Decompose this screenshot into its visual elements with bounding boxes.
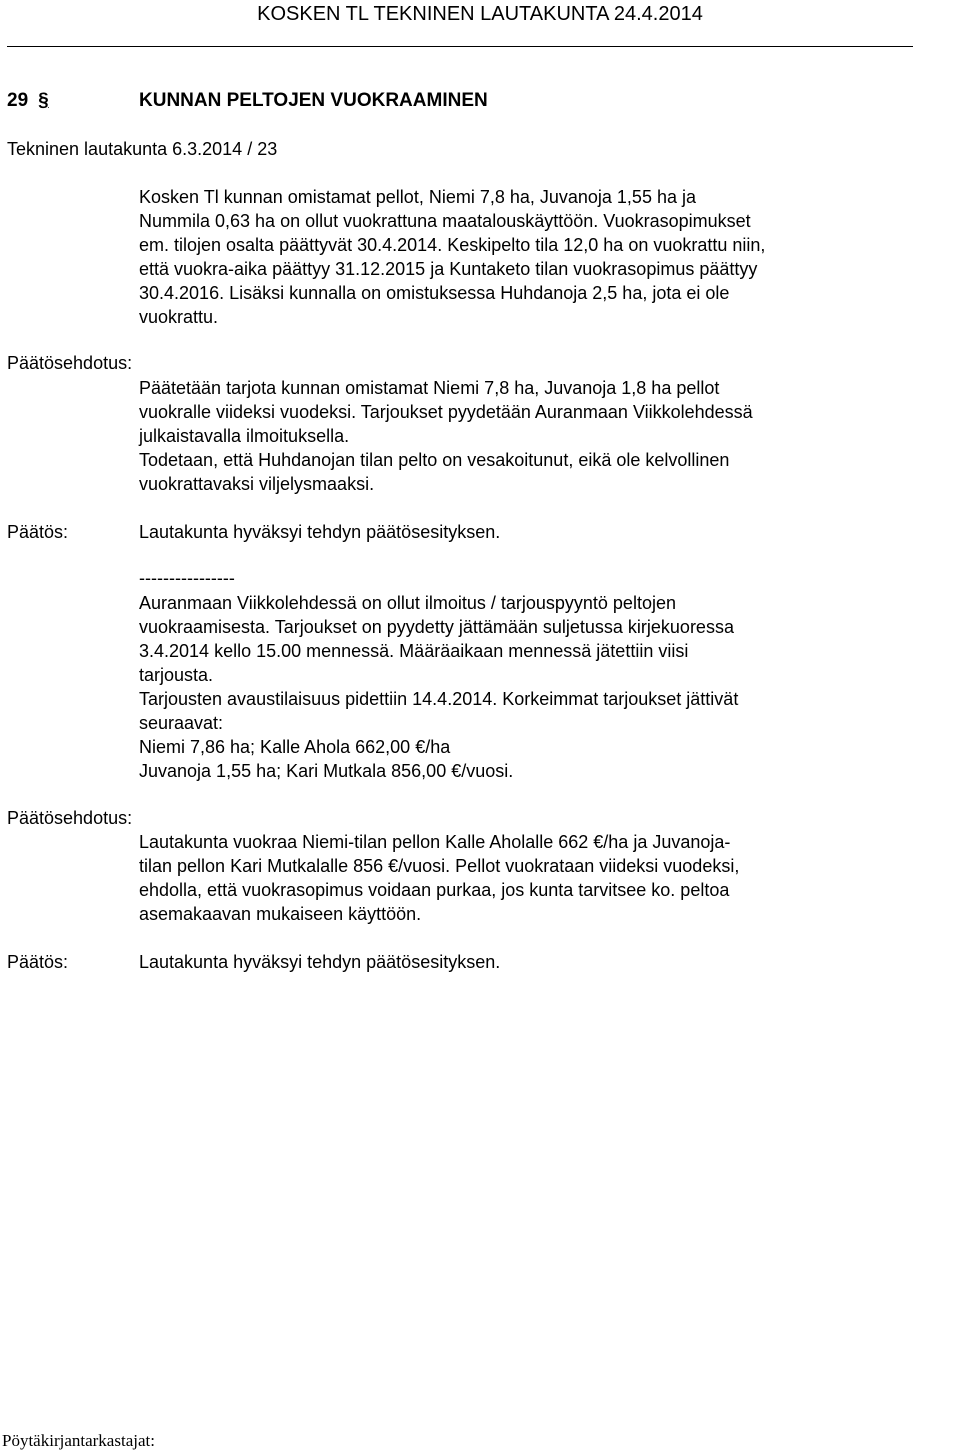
- section-number-group: [7, 89, 49, 113]
- background-paragraph: Kosken Tl kunnan omistamat pellot, Niemi 7,8 ha, Juvanoja 1,55 ha ja Nummila 0,63 ha on ollut vuokrattuna maatalouskäyttöön. Vuokrasopimukset em. tilojen osalta päättyvät 30.4.2014. Keskipelto tila 12,0 ha on vuokrattu niin, että vuokra-aika päättyy 31.12.2015 ja Kuntaketo tilan vuokrasopimus päättyy 30.4.2016. Lisäksi kunnalla on omistuksessa Huhdanoja 2,5 ha, jota ei ole vuokrattu.: [139, 187, 766, 327]
- footer-reviewers-label: Pöytäkirjantarkastajat:: [2, 1431, 155, 1450]
- header-divider: [7, 46, 913, 47]
- decision-label-2: Päätös:: [7, 952, 69, 972]
- proposal-text-2: Lautakunta vuokraa Niemi-tilan pellon Kalle Aholalle 662 €/ha ja Juvanoja- tilan pellon Kari Mutkalalle 856 €/vuosi. Pellot vuokrataan viideksi vuodeksi, ehdolla, että vuokrasopimus voidaan purkaa, jos kunta tarvitsee ko. peltoa asemakaavan mukaiseen käyttöön.: [139, 832, 740, 924]
- decision-text-1: Lautakunta hyväksyi tehdyn päätösesityksen.: [139, 522, 501, 542]
- proposal-label-2: Päätösehdotus:: [7, 808, 133, 828]
- separator-line: ----------------: [139, 568, 235, 588]
- decision-label-1: Päätös:: [7, 522, 69, 542]
- section-sign: §: [38, 90, 49, 111]
- page-header-title: KOSKEN TL TEKNINEN LAUTAKUNTA 24.4.2014: [257, 3, 703, 25]
- section-title: KUNNAN PELTOJEN VUOKRAAMINEN: [139, 90, 488, 111]
- section-number: 29: [7, 90, 29, 111]
- decision-text-2: Lautakunta hyväksyi tehdyn päätösesityksen.: [139, 952, 501, 972]
- followup-paragraph: Auranmaan Viikkolehdessä on ollut ilmoitus / tarjouspyyntö peltojen vuokraamisesta. Tarjoukset on pyydetty jättämään suljetussa kirjekuoressa 3.4.2014 kello 15.00 mennessä. Määräaikaan mennessä jätettiin viisi tarjousta. Tarjousten avaustilaisuus pidettiin 14.4.2014. Korkeimmat tarjoukset jättivät seuraavat: Niemi 7,86 ha; Kalle Ahola 662,00 €/ha Juvanoja 1,55 ha; Kari Mutkala 856,00 €/vuosi.: [139, 593, 739, 781]
- proposal-label-1: Päätösehdotus:: [7, 353, 133, 373]
- reference-line: Tekninen lautakunta 6.3.2014 / 23: [7, 139, 278, 159]
- proposal-text-1: Päätetään tarjota kunnan omistamat Niemi 7,8 ha, Juvanoja 1,8 ha pellot vuokralle viideksi vuodeksi. Tarjoukset pyydetään Auranmaan Viikkolehdessä julkaistavalla ilmoituksella. Todetaan, että Huhdanojan tilan pelto on vesakoitunut, eikä ole kelvollinen vuokrattavaksi viljelysmaaksi.: [139, 378, 753, 494]
